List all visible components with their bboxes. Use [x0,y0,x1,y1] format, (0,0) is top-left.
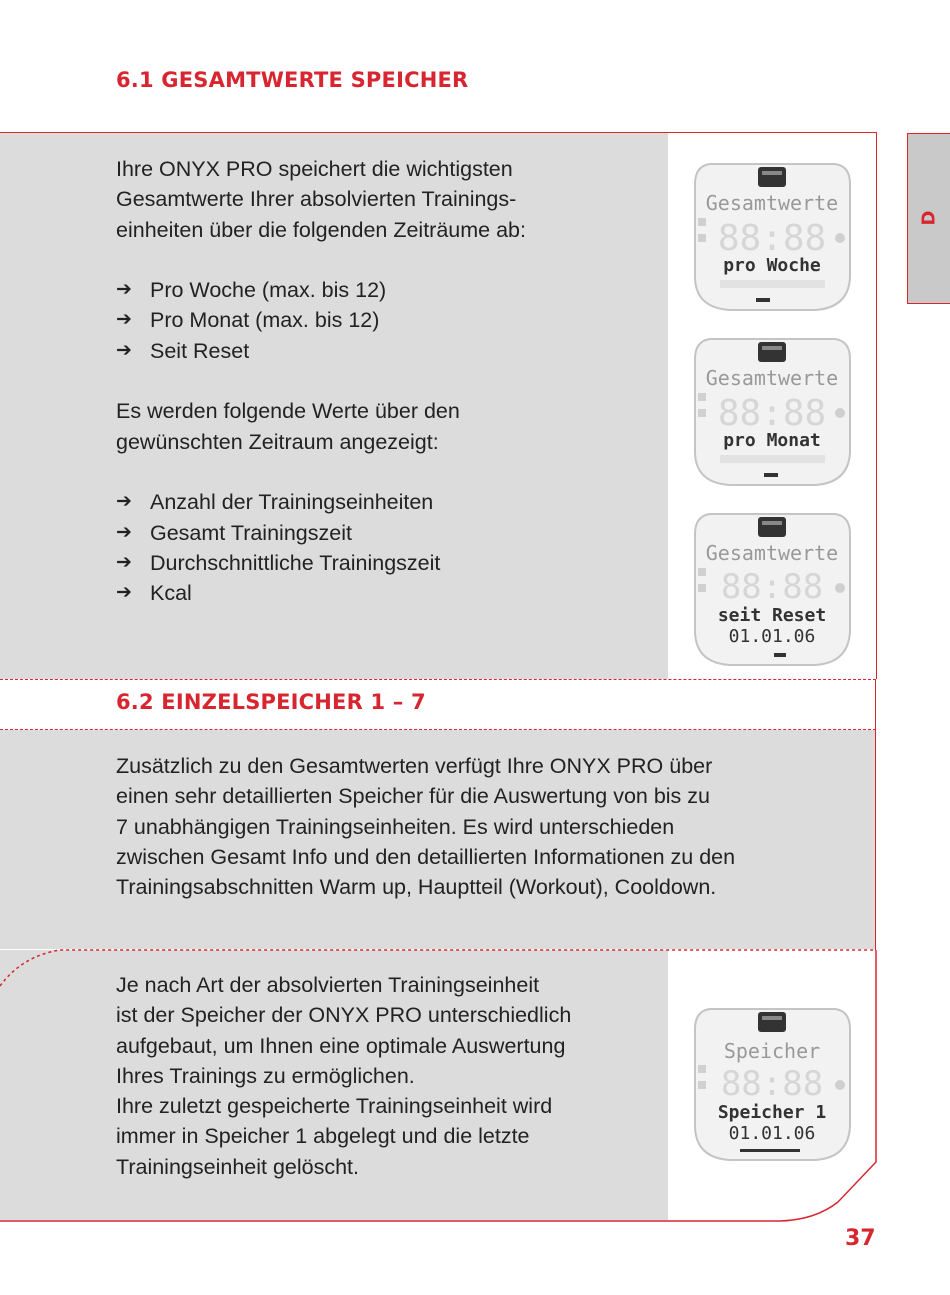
list-item: ➔ Durchschnittliche Trainingszeit [116,548,526,578]
arrow-right-icon: ➔ [116,491,132,513]
lcd-screen-pro-woche [690,158,855,313]
section-heading-6-1: 6.1 GESAMTWERTE SPEICHER [116,68,469,92]
section-6-2-paragraph-2: Je nach Art der absolvierten Trainingseinheit ist der Speicher der ONYX PRO unterschiedlich aufgebaut, um Ihnen eine optimale Auswertung Ihres Trainings zu ermöglichen. Ihre zuletzt gespeicherte Trainingseinheit wird immer in Speicher 1 abgelegt und die letzte Trainingseinheit gelöscht. [116,973,572,1179]
lcd-digits: 88:88 [717,218,827,259]
section-heading-6-2: 6.2 EINZELSPEICHER 1 – 7 [116,690,426,714]
section-6-2-paragraph-1: Zusätzlich zu den Gesamtwerten verfügt Ihre ONYX PRO über einen sehr detaillierten Speicher für die Auswertung von bis zu 7 unabhängigen Trainingseinheiten. Es wird unterschieden zwischen Gesamt Info und den detaillierten Informationen zu den Trainingsabschnitten Warm up, Hauptteil (Workout), Cooldown. [116,754,736,900]
divider-dotted [0,679,876,680]
arrow-right-icon: ➔ [116,551,132,573]
arrow-right-icon: ➔ [116,339,132,361]
frame-right-edge [875,679,876,730]
lcd-screen-pro-monat [690,333,855,488]
list-item: ➔ Kcal [116,578,526,608]
arrow-right-icon: ➔ [116,279,132,301]
lcd-screen-speicher [690,1003,855,1163]
arrow-right-icon: ➔ [116,521,132,543]
lcd-title: Gesamtwerte [705,191,839,215]
lcd-title: Speicher [723,1039,821,1063]
page-number: 37 [845,1226,876,1251]
lcd-title: Gesamtwerte [705,541,839,565]
section-6-1-body [116,154,526,608]
lcd-title: Gesamtwerte [705,366,839,390]
frame-right-edge [875,730,876,950]
language-tab-label: D [918,210,940,226]
language-tab [907,133,950,304]
lcd-digits: 88:88 [717,393,827,434]
list-item: ➔ Anzahl der Trainingseinheiten [116,487,526,517]
lcd-line: pro Woche [723,255,821,276]
values-list [116,487,526,608]
list-item: ➔ Seit Reset [116,336,526,366]
lcd-digits: 88:88 [720,1064,824,1104]
list-item: ➔ Gesamt Trainingszeit [116,518,526,548]
arrow-right-icon: ➔ [116,309,132,331]
intro-line: Gesamtwerte Ihrer absolvierten Trainings- [116,187,517,212]
values-intro-line: gewünschten Zeitraum angezeigt: [116,429,439,454]
list-item: ➔ Pro Woche (max. bis 12) [116,275,526,305]
intro-line: Ihre ONYX PRO speichert die wichtigsten [116,157,513,181]
lcd-line: pro Monat [723,430,821,451]
period-list [116,275,526,366]
intro-line: einheiten über die folgenden Zeiträume ab: [116,217,526,242]
lcd-date: 01.01.06 [728,1123,816,1144]
lcd-digits: 88:88 [720,567,824,607]
arrow-right-icon: ➔ [116,582,132,604]
lcd-line: Speicher 1 [717,1102,827,1123]
lcd-date: 01.01.06 [728,626,816,647]
list-item: ➔ Pro Monat (max. bis 12) [116,305,526,335]
values-intro-line: Es werden folgende Werte über den [116,399,460,424]
lcd-line: seit Reset [717,605,827,626]
lcd-screen-seit-reset [690,508,855,668]
